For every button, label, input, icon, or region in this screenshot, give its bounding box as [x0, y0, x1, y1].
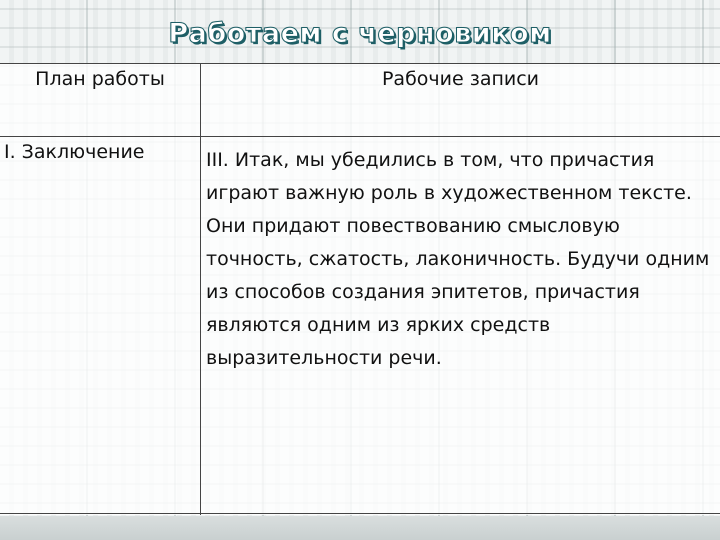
table-header-divider [0, 136, 720, 137]
notes-cell [206, 144, 711, 375]
notes-line: выразительности речи. [206, 347, 442, 369]
table-bottom-border [0, 513, 720, 514]
notes-line: Они придают повествованию смысловую [206, 215, 620, 237]
bottom-strip [0, 516, 720, 540]
plan-cell: I. Заключение [4, 141, 145, 163]
table-top-border [0, 63, 720, 64]
slide-title: Работаем с черновиком [168, 18, 552, 49]
column-header-notes: Рабочие записи [381, 68, 540, 90]
notes-line: играют важную роль в художественном тексте. [206, 182, 692, 204]
notes-line: из способов создания эпитетов, причастия [206, 281, 640, 303]
column-header-plan: План работы [35, 68, 165, 90]
notes-line: III. Итак, мы убедились в том, что причастия [206, 149, 655, 171]
table-column-divider [200, 63, 201, 515]
notes-line: являются одним из ярких средств [206, 314, 551, 336]
notes-line: точность, сжатость, лаконичность. Будучи одним [206, 248, 710, 270]
